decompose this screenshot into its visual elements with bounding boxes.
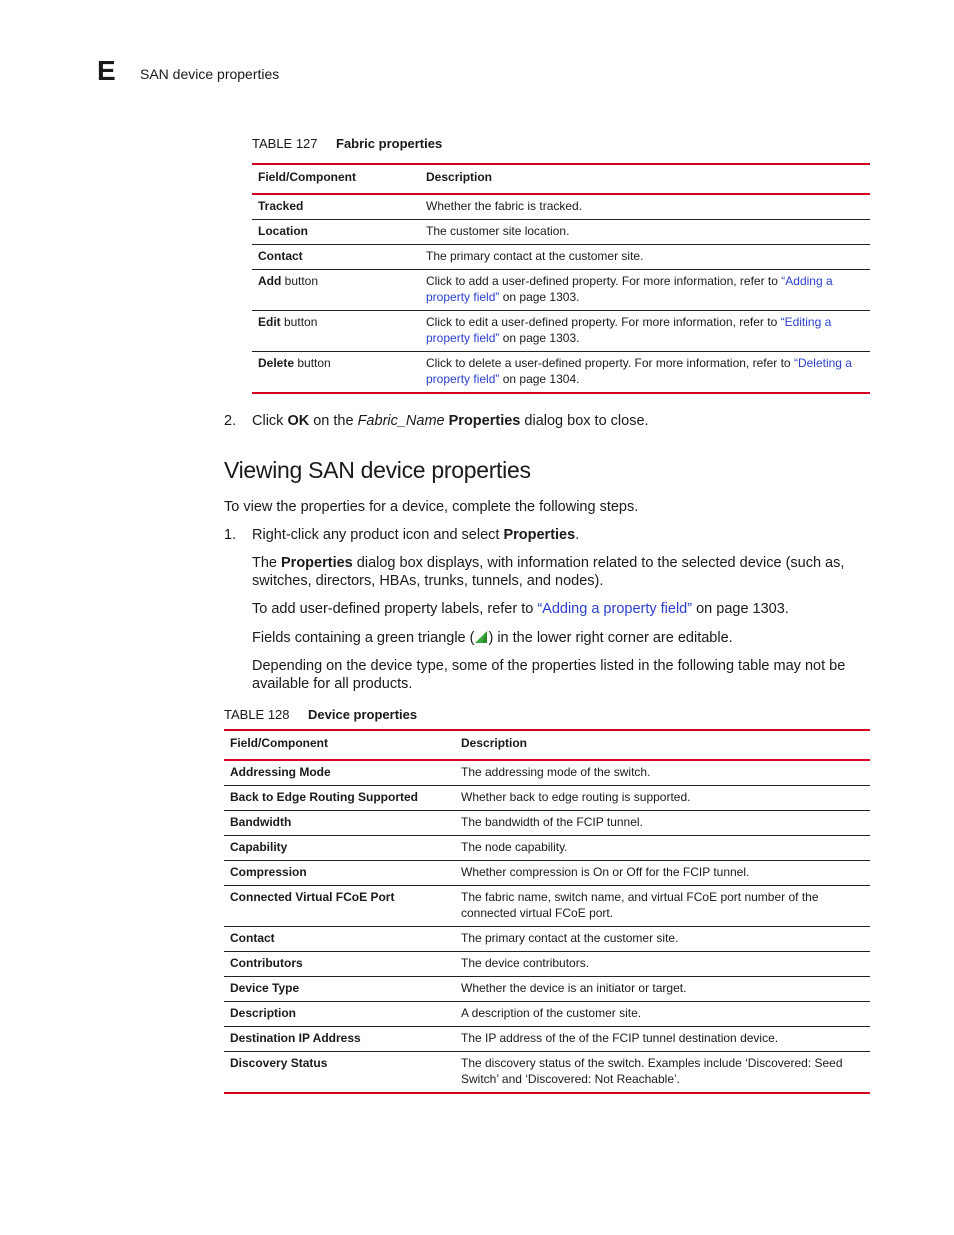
field-cell: Tracked [252, 194, 420, 220]
table-127-caption [252, 136, 442, 152]
deleting-property-link[interactable]: “Deleting a property field” [426, 356, 852, 386]
device-properties-table [224, 729, 870, 1094]
table-row [224, 977, 870, 1002]
description-cell: Whether the device is an initiator or target. [455, 977, 870, 1002]
table-row [224, 886, 870, 927]
green-triangle-paragraph [252, 629, 733, 647]
field-cell: Destination IP Address [224, 1027, 455, 1052]
description-text: Click to add a user-defined property. For more information, refer to [426, 274, 782, 288]
table-128-caption [224, 707, 417, 723]
field-cell: Description [224, 1002, 455, 1027]
field-name: Edit [258, 315, 281, 329]
properties-paragraph [252, 554, 870, 590]
paragraph-text: ) in the lower right corner are editable. [488, 630, 733, 646]
intro-paragraph: To view the properties for a device, complete the following steps. [224, 499, 639, 515]
field-suffix: button [294, 356, 331, 370]
column-header-description: Description [461, 736, 528, 750]
section-heading: Viewing SAN device properties [224, 457, 531, 483]
description-cell: The bandwidth of the FCIP tunnel. [455, 811, 870, 836]
step-text: Right-click any product icon and select [252, 527, 504, 543]
description-cell: The customer site location. [420, 220, 870, 245]
description-cell: A description of the customer site. [455, 1002, 870, 1027]
field-cell: Addressing Mode [224, 760, 455, 786]
step-text: . [575, 527, 580, 543]
field-cell [252, 270, 420, 311]
table-row [252, 220, 870, 245]
table-row [252, 245, 870, 270]
field-suffix: button [281, 274, 319, 288]
step-text: dialog box to close. [520, 413, 649, 429]
fabric-name-var: Fabric_Name [357, 413, 445, 429]
table-128-title: Device properties [308, 707, 418, 722]
paragraph-text: on page 1303. [692, 601, 789, 617]
field-name: Add [258, 274, 282, 288]
step-2 [224, 412, 649, 430]
table-row [224, 836, 870, 861]
field-cell: Bandwidth [224, 811, 455, 836]
properties-label: Properties [503, 527, 576, 543]
field-cell: Capability [224, 836, 455, 861]
field-suffix: button [280, 315, 318, 329]
table-row [224, 811, 870, 836]
adding-property-link[interactable]: “Adding a property field” [537, 601, 693, 617]
table-row [224, 1052, 870, 1094]
fabric-properties-table [252, 163, 870, 394]
table-row [224, 861, 870, 886]
description-cell: Whether back to edge routing is supported. [455, 786, 870, 811]
paragraph-text: dialog box displays, with information related to the selected device (such as, switches, directors, HBAs, trunks, tunnels, and nodes). [252, 555, 845, 589]
description-cell: The IP address of the of the FCIP tunnel destination device. [455, 1027, 870, 1052]
description-cell: Whether the fabric is tracked. [420, 194, 870, 220]
field-cell: Contact [252, 245, 420, 270]
add-labels-paragraph [252, 600, 789, 618]
description-cell [420, 270, 870, 311]
field-cell [252, 352, 420, 394]
description-cell: The node capability. [455, 836, 870, 861]
step-text: Click [252, 413, 288, 429]
field-cell [252, 311, 420, 352]
description-cell: The primary contact at the customer site. [455, 927, 870, 952]
description-cell: The discovery status of the switch. Examples include ‘Discovered: Seed Switch’ and ‘Discovered: Not Reachable’. [455, 1052, 870, 1094]
table-127-label: TABLE 127 [252, 136, 318, 151]
properties-label: Properties [281, 555, 353, 571]
page-ref: on page 1304. [499, 372, 580, 386]
step-text: on the [309, 413, 358, 429]
table-row [252, 311, 870, 352]
table-row [252, 270, 870, 311]
table-row [252, 352, 870, 394]
description-text: Click to delete a user-defined property. For more information, refer to [426, 356, 794, 370]
table-127-title: Fabric properties [336, 136, 443, 151]
table-row [252, 194, 870, 220]
table-row [224, 927, 870, 952]
table-row [224, 1002, 870, 1027]
field-cell: Compression [224, 861, 455, 886]
running-header-title: SAN device properties [140, 66, 280, 82]
table-row [224, 1027, 870, 1052]
field-cell: Device Type [224, 977, 455, 1002]
adding-property-link[interactable]: “Adding a property field” [426, 274, 833, 304]
device-type-paragraph: Depending on the device type, some of the properties listed in the following table may not be available for all products. [252, 658, 846, 692]
description-cell: The device contributors. [455, 952, 870, 977]
table-row [224, 952, 870, 977]
paragraph-text: Fields containing a green triangle ( [252, 630, 475, 646]
step-number: 2. [224, 413, 237, 429]
field-cell: Back to Edge Routing Supported [224, 786, 455, 811]
table-header-row [252, 164, 870, 194]
ok-label: OK [287, 413, 310, 429]
description-cell: The addressing mode of the switch. [455, 760, 870, 786]
editing-property-link[interactable]: “Editing a property field” [426, 315, 832, 345]
page-ref: on page 1303. [499, 331, 580, 345]
table-header-row [224, 730, 870, 760]
column-header-field: Field/Component [258, 170, 356, 184]
column-header-description: Description [426, 170, 493, 184]
field-cell: Connected Virtual FCoE Port [224, 886, 455, 927]
table-128-label: TABLE 128 [224, 707, 290, 722]
column-header-field: Field/Component [230, 736, 328, 750]
field-name: Delete [258, 356, 295, 370]
paragraph-text: To add user-defined property labels, refer to [252, 601, 538, 617]
description-cell [420, 352, 870, 394]
properties-label: Properties [448, 413, 521, 429]
field-cell: Contributors [224, 952, 455, 977]
description-cell: The primary contact at the customer site. [420, 245, 870, 270]
green-triangle-icon [474, 630, 488, 644]
chapter-letter: E [97, 55, 116, 86]
description-text: Click to edit a user-defined property. For more information, refer to [426, 315, 781, 329]
table-row [224, 786, 870, 811]
step-1 [224, 526, 579, 544]
page-ref: on page 1303. [499, 290, 580, 304]
description-cell: The fabric name, switch name, and virtual FCoE port number of the connected virtual FCoE port. [455, 886, 870, 927]
paragraph-text: The [252, 555, 282, 571]
field-cell: Location [252, 220, 420, 245]
description-cell [420, 311, 870, 352]
field-cell: Discovery Status [224, 1052, 455, 1094]
description-cell: Whether compression is On or Off for the FCIP tunnel. [455, 861, 870, 886]
field-cell: Contact [224, 927, 455, 952]
table-row [224, 760, 870, 786]
step-number: 1. [224, 527, 237, 543]
